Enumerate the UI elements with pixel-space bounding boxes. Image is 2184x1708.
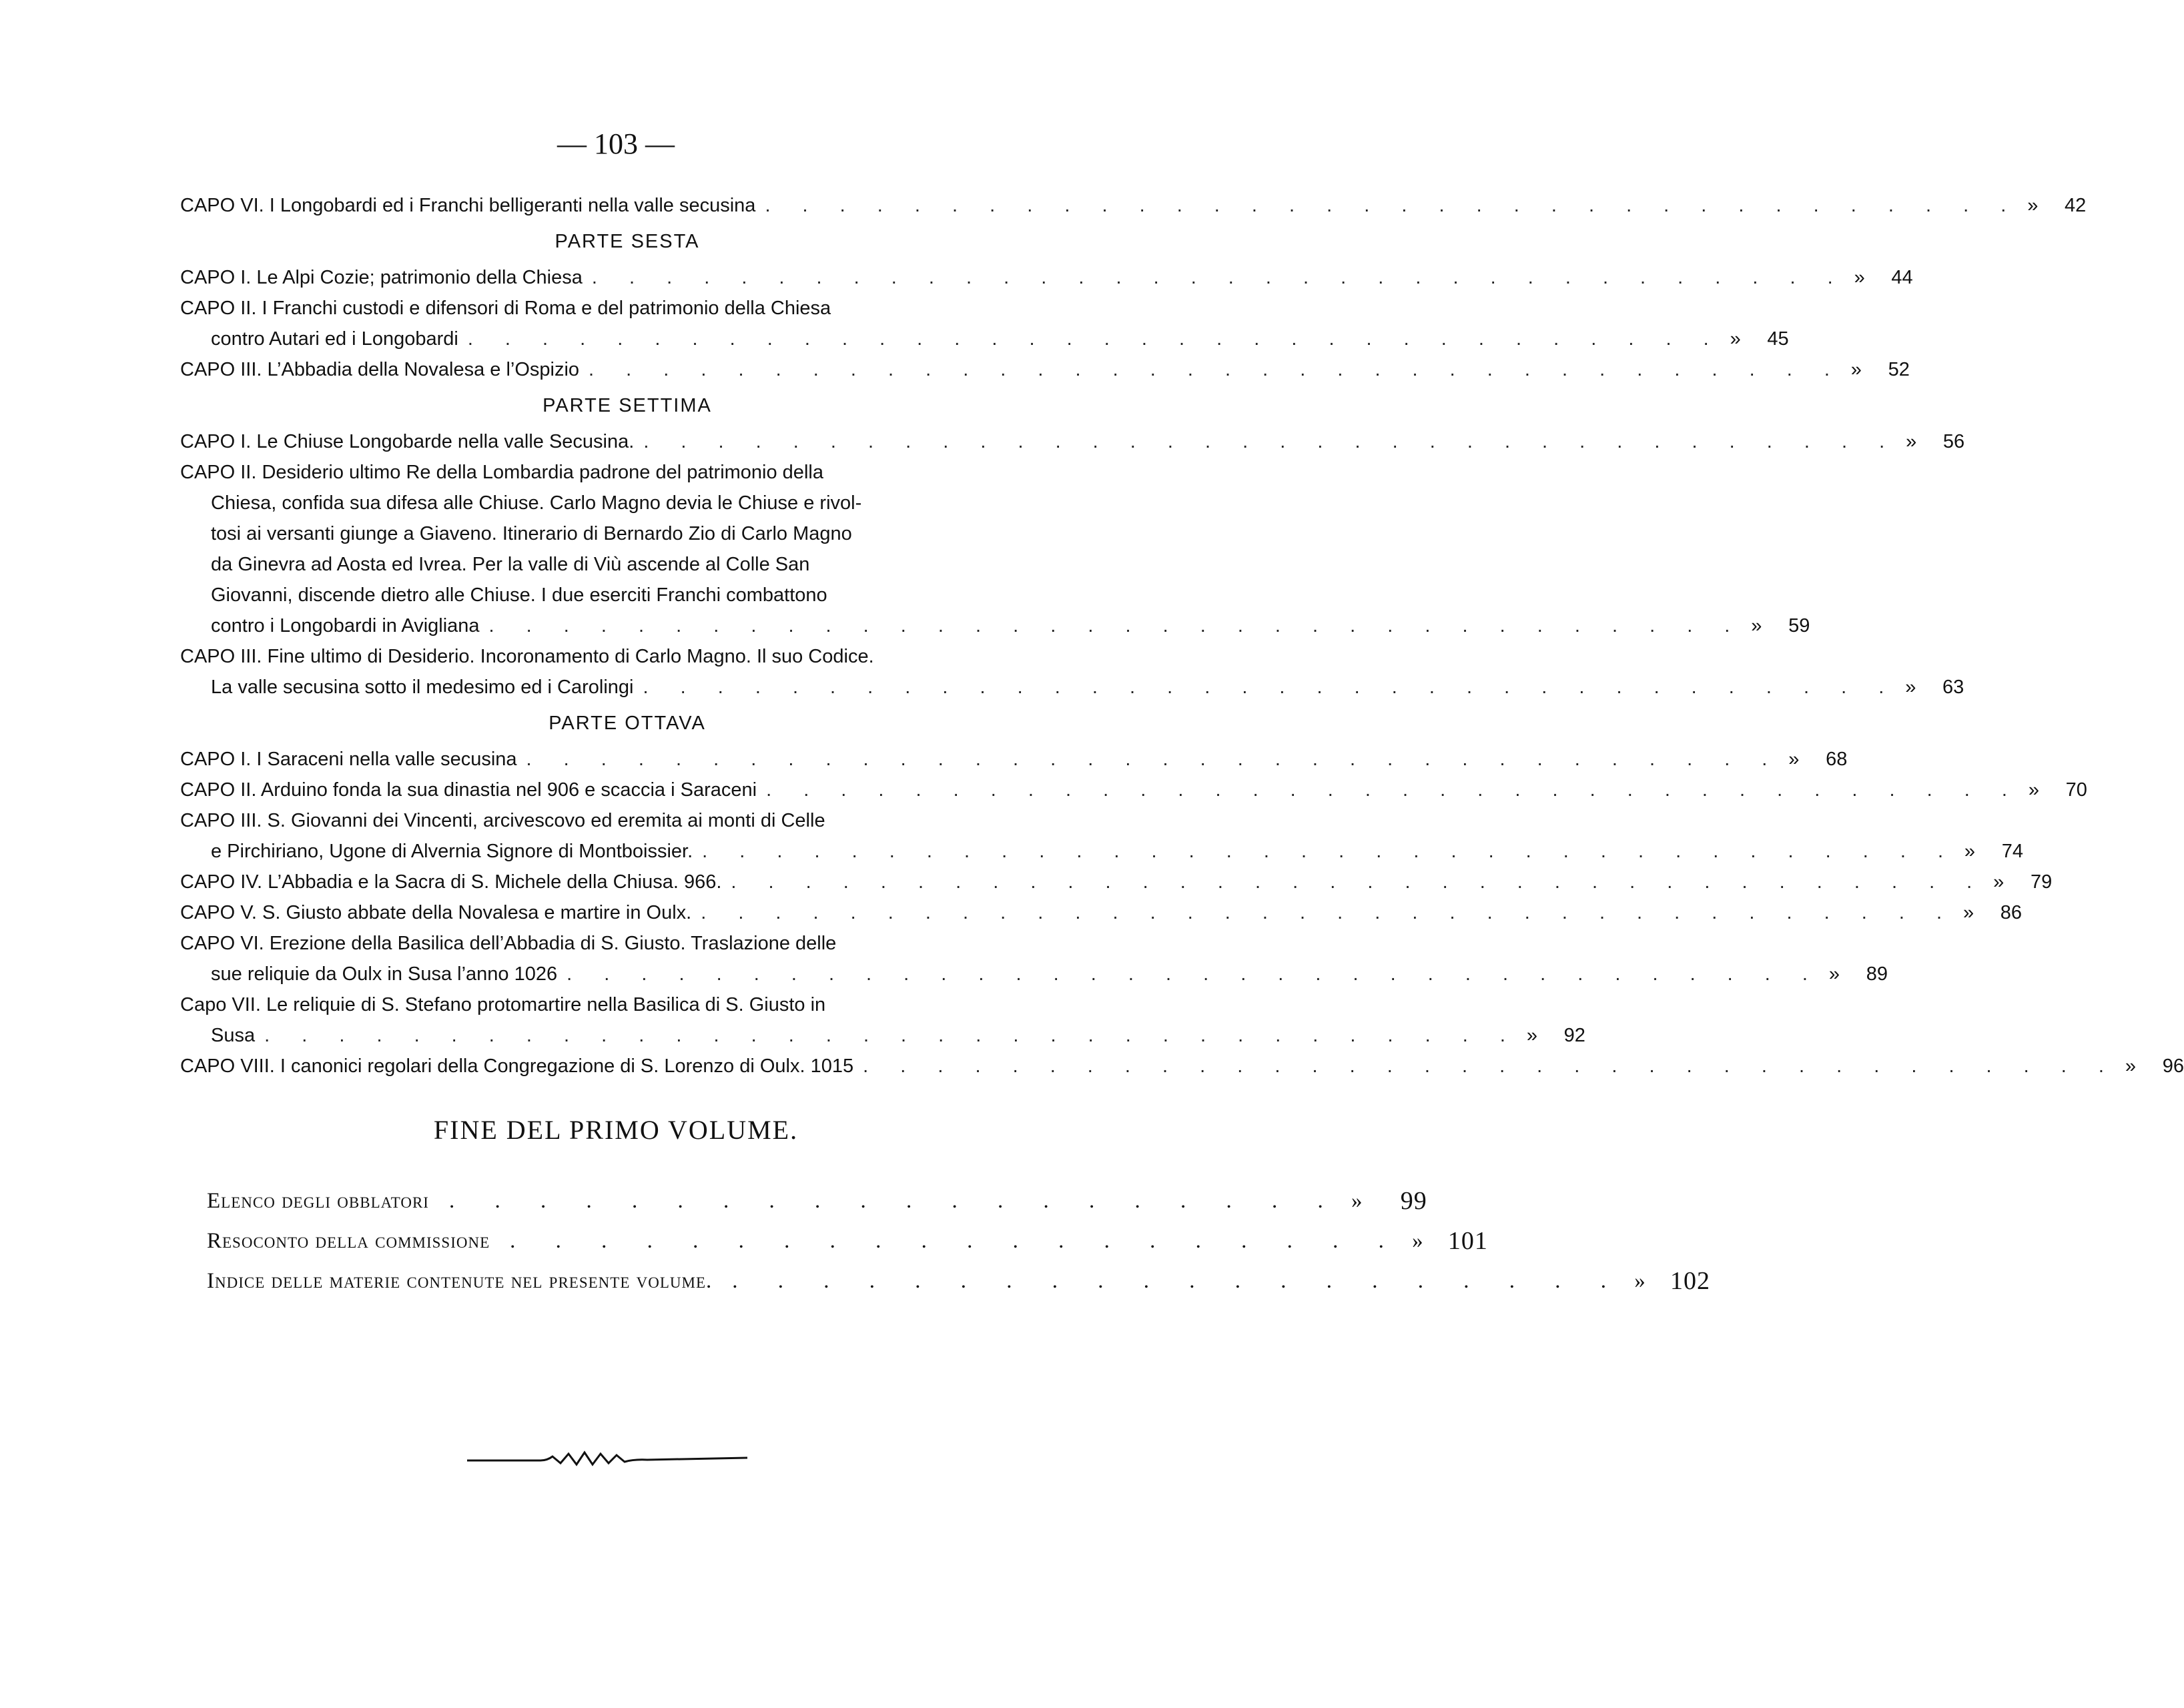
toc-entry-last-line: [180, 262, 1846, 293]
toc-entry-line: La valle secusina sotto il medesimo ed i Carolingi: [211, 677, 634, 698]
toc-entry-last-line: [180, 190, 2019, 221]
toc-entry: [180, 744, 1848, 775]
toc-entry-last-line: [180, 775, 2021, 805]
toc-entry-line: CAPO III. S. Giovanni dei Vincenti, arcivescovo ed eremita ai monti di Celle: [180, 810, 825, 831]
ditto-mark: »: [1788, 749, 1800, 770]
toc-entry: [180, 426, 1965, 457]
toc-entry: [180, 775, 2087, 805]
ditto-mark: »: [1850, 359, 1862, 380]
appendix-list: [207, 1181, 1711, 1301]
toc-entry: [180, 354, 1910, 385]
toc-entry-line: CAPO IV. L’Abbadia e la Sacra di S. Michele della Chiusa. 966.: [180, 871, 722, 893]
end-of-volume-title: FINE DEL PRIMO VOLUME.: [433, 1115, 799, 1145]
toc-entry-line: Capo VII. Le reliquie di S. Stefano protomartire nella Basilica di S. Giusto in: [180, 994, 826, 1015]
toc-entry-line: Susa: [211, 1025, 256, 1046]
toc-entry-line: CAPO I. I Saraceni nella valle secusina: [180, 749, 517, 770]
toc-entry: [180, 1051, 2184, 1082]
appendix-entry: [207, 1181, 1427, 1221]
dot-leader: . . . . . . . . . . . . . . . . . . . . . . . . . . . . . . . . . .: [731, 871, 1986, 893]
toc-page-number: 52: [1888, 359, 1910, 380]
dot-leader: . . . . . . . . . . . . . . . . . . . . . . . . . . . . . . . . . .: [643, 677, 1898, 698]
toc-page-number: 92: [1563, 1025, 1585, 1046]
toc-entry: [180, 457, 1810, 641]
ditto-mark: »: [2028, 779, 2039, 801]
dot-leader: . . . . . . . . . . . . . . . . . . . .: [510, 1229, 1401, 1253]
toc-page-number: 70: [2065, 779, 2087, 801]
toc-page-number: 89: [1866, 963, 1888, 985]
toc-entry: [180, 805, 2023, 867]
ditto-mark: »: [1854, 267, 1865, 288]
appendix-entry: [207, 1261, 1711, 1301]
appendix-page-number: 101: [1447, 1227, 1488, 1255]
ditto-mark: »: [1526, 1025, 1537, 1046]
toc-entry: [180, 928, 1888, 989]
toc-entry-text: [180, 190, 2019, 221]
dot-leader: . . . . . . . . . . . . . . . . . . . . . . . . . . . . . . . . . .: [765, 195, 2020, 216]
appendix-entry-text: Elenco degli obblatori: [207, 1189, 429, 1213]
appendix-page-number: 99: [1400, 1187, 1427, 1215]
dot-leader: . . . . . . . . . . . . . . . . . . . . . . . . . . . . . . . . . .: [467, 328, 1722, 350]
toc-page-number: 44: [1891, 267, 1913, 288]
toc-entry-line: CAPO I. Le Chiuse Longobarde nella valle Secusina.: [180, 431, 635, 452]
ditto-mark: »: [2027, 195, 2039, 216]
ditto-mark: »: [1905, 677, 1916, 698]
ditto-mark: »: [1906, 431, 1917, 452]
ditto-mark: »: [1412, 1229, 1424, 1253]
toc-entry-last-line: [180, 426, 1898, 457]
part-heading: PARTE SESTA: [555, 231, 700, 252]
dot-leader: . . . . . . . . . . . . . . . . . . . . . . . . . . . . . . . . . .: [643, 431, 1898, 452]
toc-entry-text: [180, 928, 1821, 989]
dot-leader: . . . . . . . . . . . . . . . . . . . . . . . . . . . . . . . . . .: [264, 1025, 1519, 1046]
toc-entry-text: [180, 354, 1843, 385]
toc-entry-line: tosi ai versanti giunge a Giaveno. Itinerario di Bernardo Zio di Carlo Magno: [211, 523, 852, 544]
toc-entry-line: CAPO III. Fine ultimo di Desiderio. Incoronamento di Carlo Magno. Il suo Codice.: [180, 646, 874, 667]
toc-entry-last-line: [180, 1020, 1519, 1051]
part-heading: PARTE SETTIMA: [542, 395, 712, 416]
dot-leader: . . . . . . . . . . . . . . . . . . . . . . . . . . . . . . . . . .: [863, 1055, 2117, 1077]
toc-page-number: 45: [1767, 328, 1789, 350]
toc-entry-last-line: [180, 610, 1743, 641]
toc-entry-last-line: [180, 836, 1956, 867]
dot-leader: . . . . . . . . . . . . . . . . . . . . . . . . . . . . . . . . . .: [567, 963, 1821, 985]
toc-entry-text: [180, 744, 1780, 775]
toc-entry-line: sue reliquie da Oulx in Susa l’anno 1026: [211, 963, 558, 985]
toc-entry-text: [180, 775, 2021, 805]
dot-leader: . . . . . . . . . . . . . . . . . . . . . . . . . . . . . . . . . .: [526, 749, 1781, 770]
toc-entry-text: [180, 867, 1985, 897]
ditto-mark: »: [1964, 841, 1976, 862]
toc-entry: [180, 190, 2087, 221]
toc-entry-text: [180, 1051, 2117, 1082]
toc-entry: [180, 293, 1789, 354]
appendix-page-number: 102: [1670, 1267, 1711, 1295]
toc-entry-line: CAPO III. L’Abbadia della Novalesa e l’Ospizio: [180, 359, 580, 380]
toc-page-number: 42: [2065, 195, 2087, 216]
toc-entry-last-line: [180, 672, 1897, 703]
dot-leader: . . . . . . . . . . . . . . . . . . . . . . . . . . . . . . . . . .: [488, 615, 1744, 636]
ditto-mark: »: [1634, 1269, 1646, 1293]
dot-leader: . . . . . . . . . . . . . . . . . . . .: [448, 1189, 1341, 1213]
toc-entry-text: [180, 426, 1898, 457]
dot-leader: . . . . . . . . . . . . . . . . . . . . . . . . . . . . . . . . . .: [702, 841, 1956, 862]
toc-entry-last-line: [180, 959, 1821, 989]
toc-entry: [180, 897, 2023, 928]
toc-entry-line: CAPO VI. Erezione della Basilica dell’Abbadia di S. Giusto. Traslazione delle: [180, 933, 837, 954]
toc-entry-line: CAPO VIII. I canonici regolari della Congregazione di S. Lorenzo di Oulx. 1015: [180, 1055, 854, 1077]
toc-entry-line: CAPO VI. I Longobardi ed i Franchi belligeranti nella valle secusina: [180, 195, 756, 216]
toc-entry-line: CAPO I. Le Alpi Cozie; patrimonio della Chiesa: [180, 267, 583, 288]
dot-leader: . . . . . . . . . . . . . . . . . . . .: [732, 1269, 1624, 1293]
ditto-mark: »: [1351, 1189, 1363, 1213]
dot-leader: . . . . . . . . . . . . . . . . . . . . . . . . . . . . . . . . . .: [589, 359, 1843, 380]
toc-entry: [180, 989, 1585, 1051]
toc-entry-line: Giovanni, discende dietro alle Chiuse. I due eserciti Franchi combattono: [211, 584, 827, 606]
toc-entry-last-line: [180, 324, 1722, 354]
toc-entry-text: [180, 805, 1956, 867]
toc-entry-last-line: [180, 897, 1955, 928]
toc-entry-line: CAPO II. Arduino fonda la sua dinastia nel 906 e scaccia i Saraceni: [180, 779, 757, 801]
ditto-mark: »: [1993, 871, 2005, 893]
toc-entry-line: Chiesa, confida sua difesa alle Chiuse. Carlo Magno devia le Chiuse e rivol-: [211, 492, 862, 514]
appendix-entry-text: Indice delle materie contenute nel presente volume.: [207, 1269, 713, 1293]
toc-page-number: 68: [1826, 749, 1848, 770]
ditto-mark: »: [2125, 1055, 2137, 1077]
toc-page-number: 86: [2000, 902, 2023, 923]
toc-entry-line: da Ginevra ad Aosta ed Ivrea. Per la valle di Viù ascende al Colle San: [211, 554, 810, 575]
toc-entry-line: CAPO II. I Franchi custodi e difensori di Roma e del patrimonio della Chiesa: [180, 298, 831, 319]
toc-page-number: 79: [2030, 871, 2053, 893]
appendix-entry-text: Resoconto della commissione: [207, 1229, 490, 1253]
toc-entry: [180, 262, 1913, 293]
ditto-mark: »: [1751, 615, 1762, 636]
toc-entry-line: e Pirchiriano, Ugone di Alvernia Signore di Montboissier.: [211, 841, 693, 862]
toc-entry-line: CAPO V. S. Giusto abbate della Novalesa e martire in Oulx.: [180, 902, 692, 923]
toc-entry-text: [180, 897, 1955, 928]
toc-page-number: 74: [2001, 841, 2023, 862]
toc-entry-line: CAPO II. Desiderio ultimo Re della Lombardia padrone del patrimonio della: [180, 462, 823, 483]
dot-leader: . . . . . . . . . . . . . . . . . . . . . . . . . . . . . . . . . .: [766, 779, 2021, 801]
toc-page-number: 63: [1942, 677, 1964, 698]
toc-page-number: 56: [1942, 431, 1965, 452]
ditto-mark: »: [1962, 902, 1974, 923]
toc-entry: [180, 867, 2053, 897]
dot-leader: . . . . . . . . . . . . . . . . . . . . . . . . . . . . . . . . . .: [591, 267, 1846, 288]
toc-entry-last-line: [180, 1051, 2117, 1082]
decorative-flourish-ornament: [467, 1444, 747, 1471]
dot-leader: . . . . . . . . . . . . . . . . . . . . . . . . . . . . . . . . . .: [701, 902, 1956, 923]
toc-entry-text: [180, 641, 1897, 703]
toc-page-number: 59: [1788, 615, 1810, 636]
toc-entry-text: [180, 989, 1519, 1051]
toc-entry-line: contro Autari ed i Longobardi: [211, 328, 458, 350]
toc-entry-text: [180, 262, 1846, 293]
toc-entry-last-line: [180, 867, 1985, 897]
toc-entry-last-line: [180, 744, 1780, 775]
table-of-contents: [180, 190, 2184, 1082]
ditto-mark: »: [1828, 963, 1840, 985]
toc-page-number: 96: [2162, 1055, 2184, 1077]
toc-entry-text: [180, 457, 1743, 641]
appendix-entry: [207, 1221, 1488, 1261]
toc-entry: [180, 641, 1964, 703]
toc-entry-line: contro i Longobardi in Avigliana: [211, 615, 480, 636]
toc-entry-text: [180, 293, 1722, 354]
part-heading: PARTE OTTAVA: [549, 713, 706, 734]
ditto-mark: »: [1730, 328, 1741, 350]
page-number: — 103 —: [557, 127, 675, 160]
toc-entry-last-line: [180, 354, 1843, 385]
